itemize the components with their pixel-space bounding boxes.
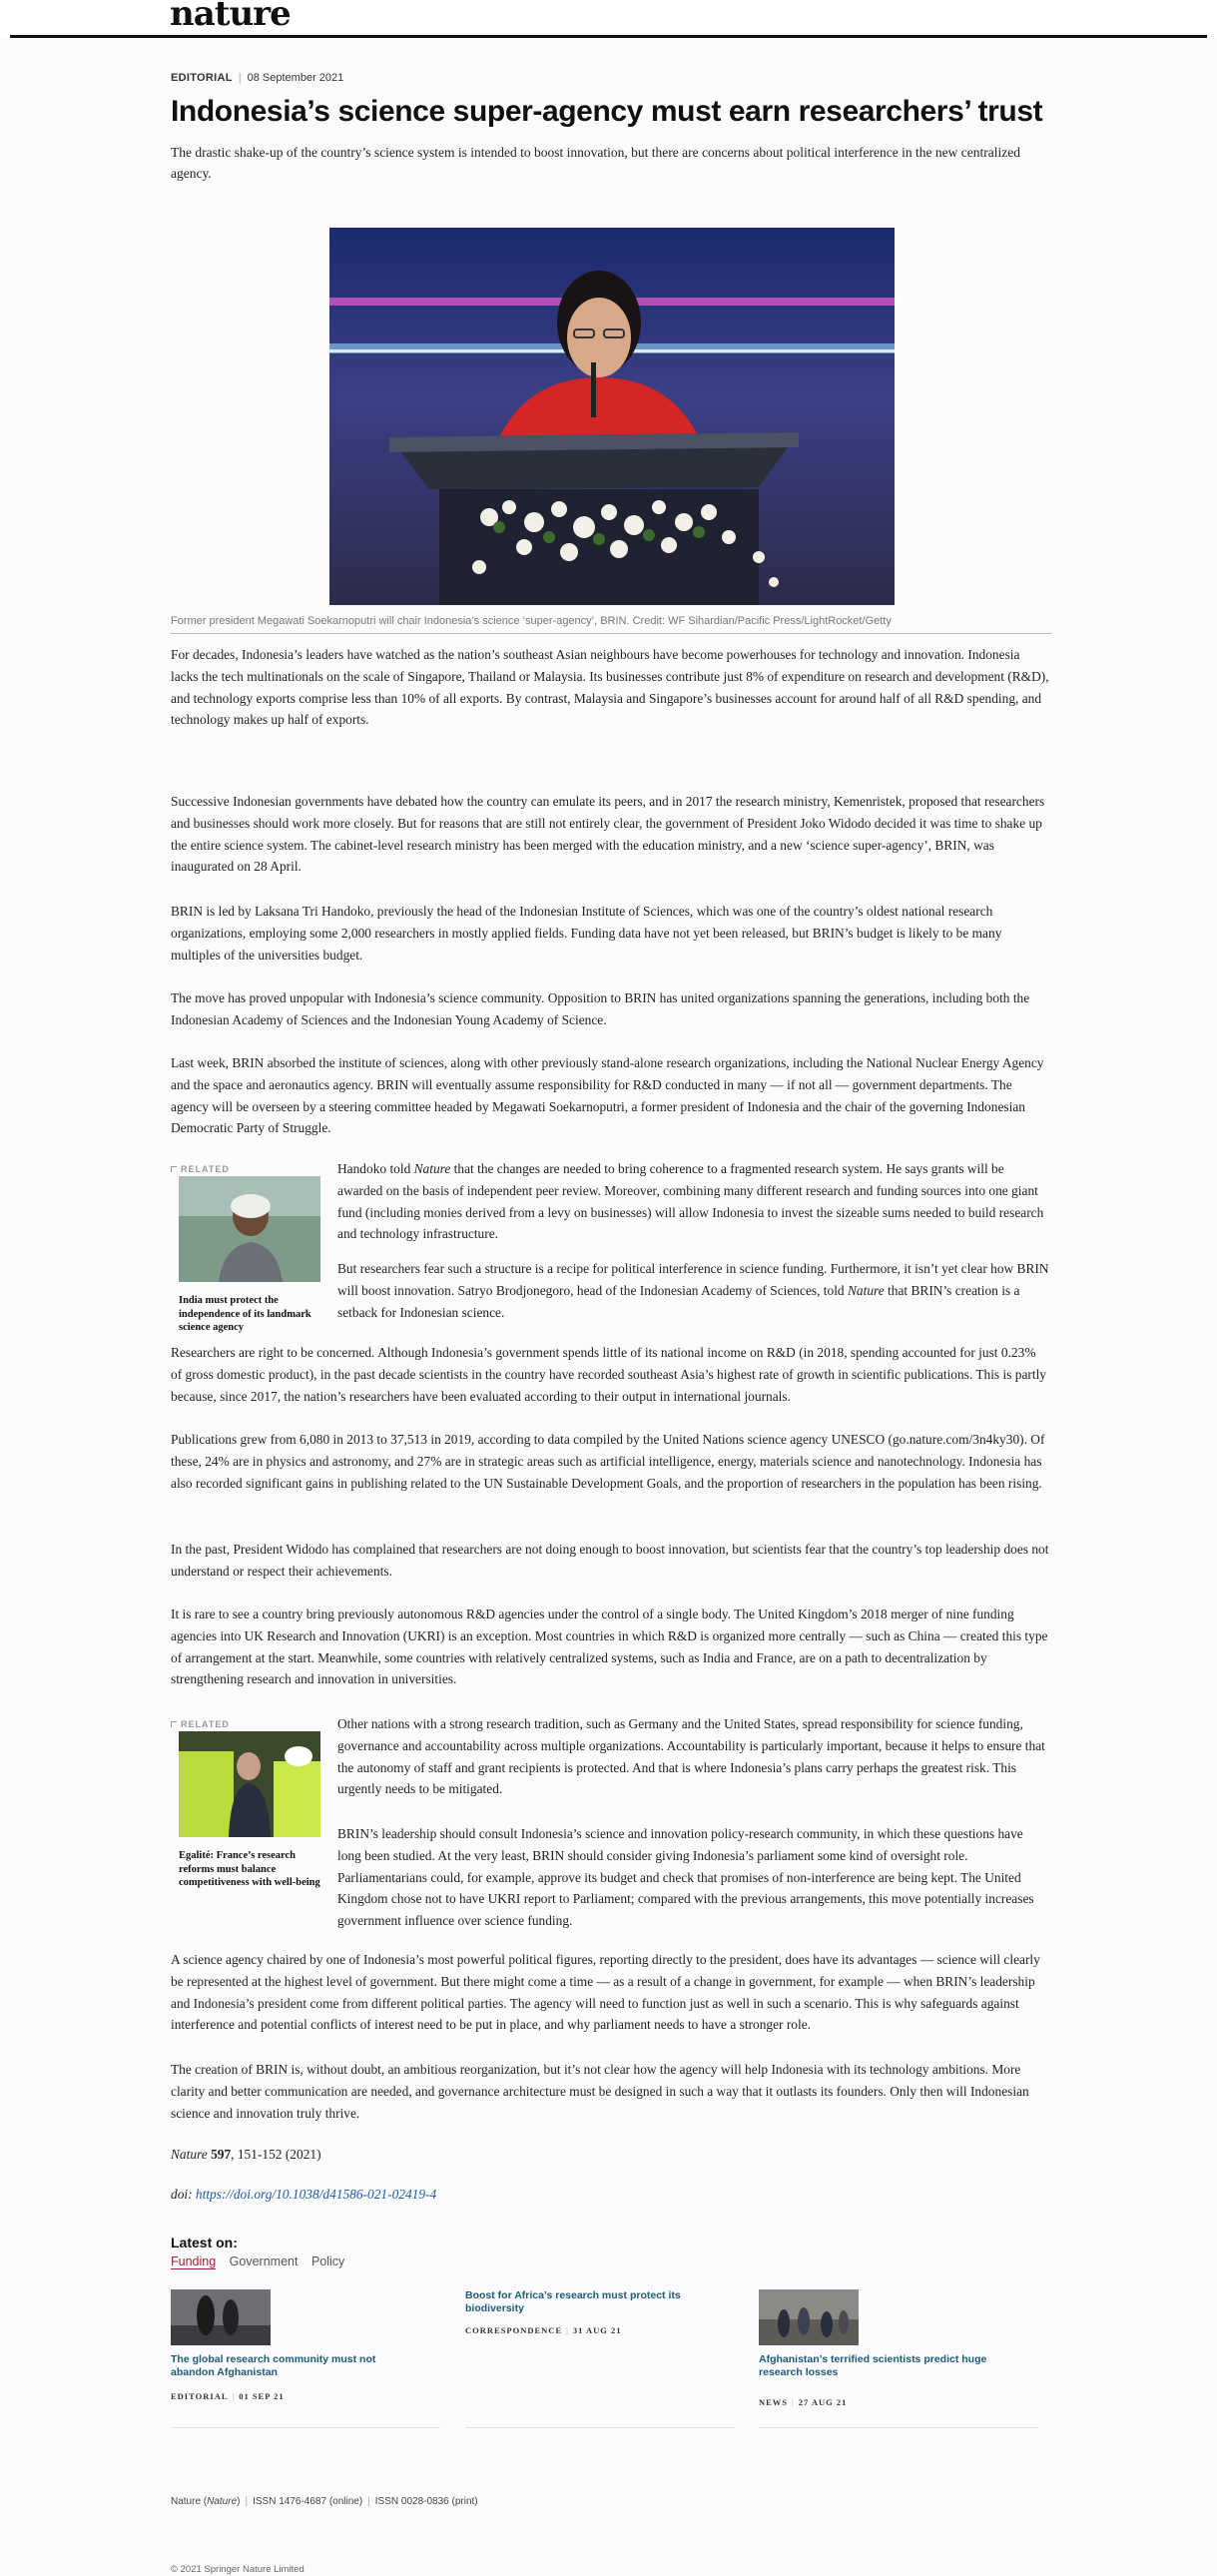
related-title-2[interactable]: Egalité: France’s research reforms must balance competitiveness with well-being	[179, 1850, 320, 1888]
paragraph-14: A science agency chaired by one of Indonesia’s most powerful political figures, reporting directly to the president, does have its advantages — science will clearly be represented at the highest level of government. But there might come a time — as a result of a change in government, for example — when BRIN’s leadership and Indonesia’s president come from different political parties. The agency will need to function just as well in such a scenario. This is why safeguards against interference and potential conflicts of interest need to be put in place, and why parliament needs to have a stronger role.	[171, 1952, 1040, 2033]
article-meta: EDITORIAL | 08 September 2021	[171, 72, 344, 84]
card-divider	[759, 2427, 1038, 2428]
latest-card-3[interactable]	[759, 2289, 1038, 2407]
site-header	[10, 0, 1207, 38]
article-date: 08 September 2021	[247, 72, 344, 84]
paragraph-7: But researchers fear such a structure is a recipe for political interference in science funding. Furthermore, it isn’t yet clear how BRIN will boost innovation. Satryo Brodjonegoro, head of the Indonesian Academy of Sciences, told Nature that BRIN’s creation is a setback for Indonesian science.	[337, 1261, 1049, 1320]
card-divider	[171, 2427, 440, 2428]
latest-card-title[interactable]: Boost for Africa’s research must protect its biodiversity	[465, 2289, 681, 2314]
copyright: © 2021 Springer Nature Limited	[171, 2564, 304, 2575]
latest-card-image[interactable]	[759, 2289, 859, 2345]
article-type: EDITORIAL	[171, 72, 233, 84]
image-caption: Former president Megawati Soekarnoputri will chair Indonesia’s science ‘super-agency’, BRIN. Credit: WF Sihardian/Pacific Press/LightRocket/Getty	[171, 615, 892, 627]
related-card-2[interactable]	[171, 1721, 320, 1891]
related-label: RELATED	[181, 1164, 234, 1174]
paragraph-15: The creation of BRIN is, without doubt, an ambitious reorganization, but it’s not clear how the agency will help Indonesia with its technology ambitions. More clarity and better communication are needed, and governance architecture must be designed in such a way that it outlasts its founders. Only then will Indonesian science and innovation truly thrive.	[171, 2062, 1029, 2121]
doi-prefix: doi:	[171, 2187, 196, 2202]
topic-funding[interactable]: Funding	[171, 2254, 217, 2268]
topic-policy[interactable]: Policy	[310, 2254, 345, 2268]
doi-link[interactable]: https://doi.org/10.1038/d41586-021-02419-4	[195, 2187, 437, 2202]
related-label: RELATED	[181, 1719, 234, 1729]
issn-print: ISSN 0028-0836 (print)	[374, 2496, 478, 2507]
related-image-2[interactable]	[179, 1731, 320, 1837]
paragraph-6: Handoko told Nature that the changes are needed to bring coherence to a fragmented research system. He says grants will be awarded on the basis of independent peer review. Moreover, combining many different research and funding sources into one giant fund (including monies derived from a levy on businesses) will allow Indonesia to invest the sizeable sums needed to build research and technology infrastructure.	[337, 1161, 1044, 1242]
related-card-1[interactable]	[171, 1166, 320, 1336]
issn-online: ISSN 1476-4687 (online)	[253, 2496, 363, 2507]
latest-card-meta: EDITORIAL | 01 SEP 21	[171, 2391, 285, 2401]
related-title-1[interactable]: India must protect the independence of its landmark science agency	[179, 1295, 311, 1333]
latest-card-title[interactable]: Afghanistan’s terrified scientists predict huge research losses	[759, 2353, 987, 2378]
latest-card-meta: NEWS | 27 AUG 21	[759, 2397, 848, 2407]
issn-line: Nature (Nature) | ISSN 1476-4687 (online) | ISSN 0028-0836 (print)	[171, 2496, 478, 2507]
paragraph-1: For decades, Indonesia’s leaders have watched as the nation’s southeast Asian neighbours have become powerhouses for technology and innovation. Indonesia lacks the tech multinationals on the scale of Singapore, Thailand or Malaysia. Its businesses contribute just 8% of expenditure on research and development (R&D), and technology exports comprise less than 10% of all exports. By contrast, Malaysia and Singapore’s businesses account for around half of all R&D spending, and technology makes up half of exports.	[171, 647, 1049, 728]
citation	[171, 2147, 321, 2163]
article-title: Indonesia’s science super-agency must earn researchers’ trust	[171, 95, 1043, 128]
latest-card-meta: CORRESPONDENCE | 31 AUG 21	[465, 2325, 622, 2335]
paragraph-10: In the past, President Widodo has complained that researchers are not doing enough to boost innovation, but scientists fear that the country’s top leadership does not understand or respect their achievements.	[171, 1542, 1049, 1579]
topic-government[interactable]: Government	[229, 2254, 299, 2268]
latest-card-2[interactable]	[465, 2289, 735, 2335]
citation-pages: , 151-152 (2021)	[231, 2147, 321, 2162]
citation-journal: Nature	[171, 2147, 208, 2162]
divider	[171, 633, 1051, 634]
article-standfirst: The drastic shake-up of the country’s science system is intended to boost innovation, but there are concerns about political interference in the new centralized agency.	[171, 145, 1020, 181]
latest-heading: Latest on:	[171, 2235, 238, 2251]
paragraph-13: BRIN’s leadership should consult Indonesia’s science and innovation policy-research community, in which these questions have long been studied. At the very least, BRIN should consider giving Indonesia’s parliament some kind of oversight role. Parliamentarians could, for example, approve its budget and check that promises of non-interference are being kept. The United Kingdom chose not to have UKRI report to Parliament; compared with the previous arrangements, this move potentially increases government influence over science funding.	[337, 1826, 1034, 1929]
related-corner	[171, 1721, 177, 1727]
related-corner	[171, 1166, 177, 1172]
latest-card-image[interactable]	[171, 2289, 271, 2345]
related-image-1[interactable]	[179, 1176, 320, 1282]
article-page	[0, 38, 1217, 2576]
paragraph-12: Other nations with a strong research tradition, such as Germany and the United States, spread responsibility for science funding, governance and accountability across multiple organizations. Accountability is particularly important, because it helps to ensure that the autonomy of staff and grant recipients is protected. And that is where Indonesia’s plans carry perhaps the greatest risk. This urgently needs to be mitigated.	[337, 1716, 1045, 1797]
paragraph-2: Successive Indonesian governments have debated how the country can emulate its peers, and in 2017 the research ministry, Kemenristek, proposed that researchers and businesses should work more closely. But for reasons that are still not entirely clear, the government of President Joko Widodo decided it was time to shake up the entire science system. The cabinet-level research ministry has been merged with the education ministry, and a new ‘science super-agency’, BRIN, was inaugurated on 28 April.	[171, 794, 1045, 875]
paragraph-5: Last week, BRIN absorbed the institute of sciences, along with other previously stand-alone research organizations, including the National Nuclear Energy Agency and the space and aeronautics agency. BRIN will eventually assume responsibility for R&D conducted in many — if not all — government departments. The agency will be overseen by a steering committee headed by Megawati Soekarnoputri, a former president of Indonesia and the chair of the governing Indonesian Democratic Party of Struggle.	[171, 1055, 1044, 1136]
hero-image	[329, 228, 895, 605]
nature-logo[interactable]: nature	[170, 0, 291, 34]
doi	[171, 2187, 436, 2203]
paragraph-11: It is rare to see a country bring previously autonomous R&D agencies under the control of a single body. The United Kingdom’s 2018 merger of nine funding agencies into UK Research and Innovation (UKRI) is an exception. Most countries in which R&D is organized more centrally — such as China — created this type of arrangement at the start. Meanwhile, some countries with relatively centralized systems, such as India and France, are on a path to decentralization by strengthening research and innovation in universities.	[171, 1607, 1048, 1687]
paragraph-9: Publications grew from 6,080 in 2013 to 37,513 in 2019, according to data compiled by the United Nations science agency UNESCO (go.nature.com/3n4ky30). Of these, 24% are in physics and astronomy, and 27% are in strategic areas such as artificial intelligence, energy, materials science and nanotechnology. Indonesia has also recorded significant gains in publishing related to the UN Sustainable Development Goals, and the proportion of researchers in the population has been rising.	[171, 1432, 1045, 1491]
latest-card-1[interactable]	[171, 2289, 440, 2401]
paragraph-8: Researchers are right to be concerned. Although Indonesia’s government spends little of its national income on R&D (in 2018, spending accounted for just 0.23% of gross domestic product), in the past decade scientists in the country have recorded southeast Asia’s highest rate of growth in scientific publications. This is partly because, since 2017, the nation’s researchers have been evaluated according to their output in international journals.	[171, 1345, 1047, 1404]
paragraph-4: The move has proved unpopular with Indonesia’s science community. Opposition to BRIN has united organizations spanning the generations, including both the Indonesian Academy of Sciences and the Indonesian Young Academy of Science.	[171, 990, 1030, 1027]
citation-volume: 597	[211, 2147, 232, 2162]
card-divider	[465, 2427, 735, 2428]
paragraph-3: BRIN is led by Laksana Tri Handoko, previously the head of the Indonesian Institute of Sciences, which was one of the country’s oldest national research organizations, employing some 2,000 researchers in mostly applied fields. Funding data have not yet been released, but BRIN’s budget is likely to be many multiples of the universities budget.	[171, 904, 1002, 963]
latest-topics	[171, 2254, 354, 2268]
latest-card-title[interactable]: The global research community must not abandon Afghanistan	[171, 2353, 376, 2378]
